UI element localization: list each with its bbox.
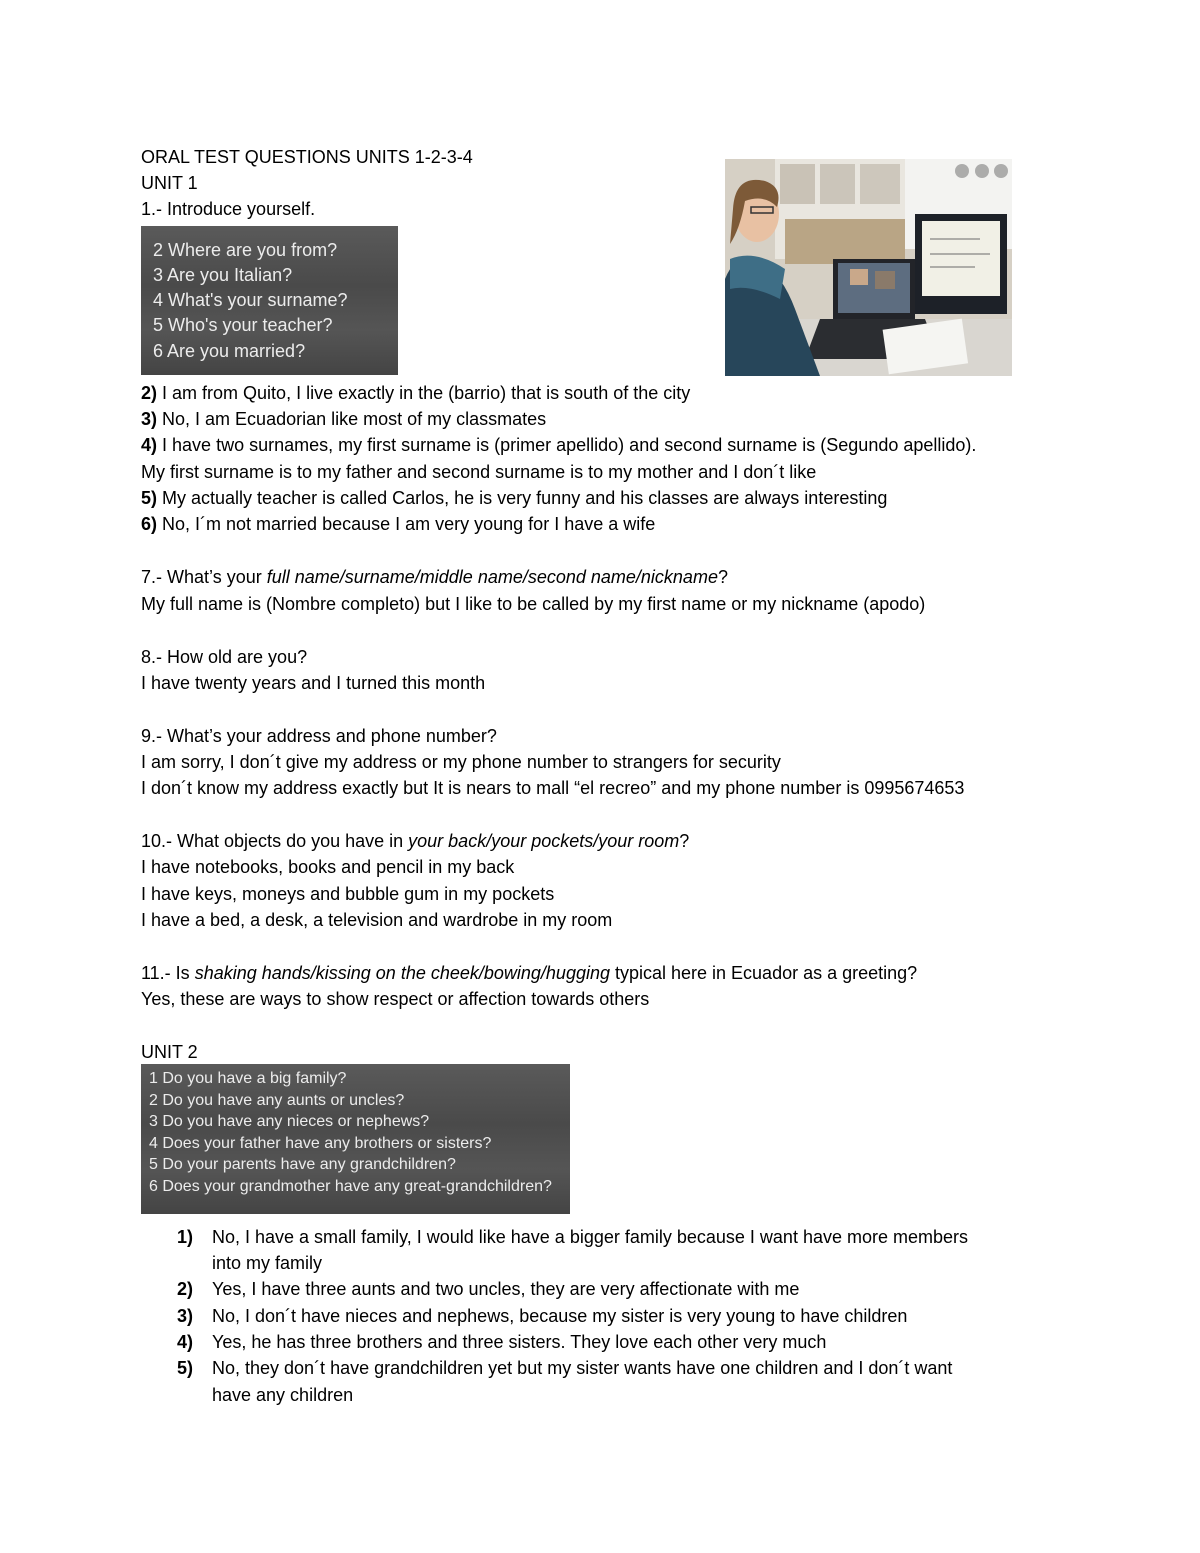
document-title: ORAL TEST QUESTIONS UNITS 1-2-3-4 — [141, 147, 473, 167]
question-11: 11.- Is shaking hands/kissing on the cheek/bowing/hugging typical here in Ecuador as a greeting? — [141, 963, 918, 983]
image-question-line: 4 Does your father have any brothers or sisters? — [149, 1135, 492, 1152]
question-8: 8.- How old are you? — [141, 647, 308, 667]
image-question-line: 1 Do you have a big family? — [149, 1070, 347, 1087]
image-question-line: 5 Do your parents have any grandchildren? — [149, 1156, 456, 1173]
list-number: 3) — [176, 1306, 193, 1326]
answer-2: 2) I am from Quito, I live exactly in the (barrio) that is south of the city — [141, 383, 691, 403]
image-question-line: 3 Are you Italian? — [153, 265, 293, 285]
answer-9a: I am sorry, I don´t give my address or my phone number to strangers for security — [141, 752, 781, 772]
list-number: 1) — [176, 1227, 193, 1247]
answer-9b: I don´t know my address exactly but It is nears to mall “el recreo” and my phone number is 0995674653 — [141, 778, 965, 798]
image-question-line: 4 What's your surname? — [153, 290, 348, 310]
answer-10a: I have notebooks, books and pencil in my back — [141, 857, 515, 877]
unit2-heading: UNIT 2 — [141, 1042, 198, 1062]
list-number: 2) — [176, 1279, 193, 1299]
question-9: 9.- What’s your address and phone number? — [141, 726, 497, 746]
answer-4-continued: My first surname is to my father and second surname is to my mother and I don´t like — [141, 462, 817, 482]
image-question-line: 2 Where are you from? — [153, 240, 338, 260]
list-item: No, I have a small family, I would like have a bigger family because I want have more members — [212, 1227, 968, 1247]
list-item: Yes, he has three brothers and three sisters. They love each other very much — [212, 1332, 827, 1352]
image-question-line: 6 Does your grandmother have any great-grandchildren? — [149, 1178, 552, 1195]
image-question-line: 5 Who's your teacher? — [153, 315, 333, 335]
answer-8: I have twenty years and I turned this month — [141, 673, 486, 693]
question-1: 1.- Introduce yourself. — [141, 199, 316, 219]
answer-4: 4) I have two surnames, my first surname is (primer apellido) and second surname is (Segundo apellido). — [141, 435, 977, 455]
question-10: 10.- What objects do you have in your back/your pockets/your room? — [141, 831, 690, 851]
image-question-line: 2 Do you have any aunts or uncles? — [149, 1092, 405, 1109]
list-number: 4) — [176, 1332, 193, 1352]
image-question-line: 3 Do you have any nieces or nephews? — [149, 1113, 430, 1130]
answer-3: 3) No, I am Ecuadorian like most of my classmates — [141, 409, 547, 429]
unit2-questions-image — [141, 1064, 570, 1214]
list-item: Yes, I have three aunts and two uncles, they are very affectionate with me — [212, 1279, 800, 1299]
answer-10b: I have keys, moneys and bubble gum in my pockets — [141, 884, 555, 904]
answer-7: My full name is (Nombre completo) but I like to be called by my first name or my nickname (apodo) — [141, 594, 926, 614]
answer-11: Yes, these are ways to show respect or affection towards others — [141, 989, 650, 1009]
teacher-video-call-photo — [725, 159, 1012, 376]
list-item-continued: into my family — [212, 1253, 323, 1273]
image-question-line: 6 Are you married? — [153, 341, 306, 361]
list-item-continued: have any children — [212, 1385, 354, 1405]
question-7: 7.- What’s your full name/surname/middle name/second name/nickname? — [141, 567, 728, 587]
answer-10c: I have a bed, a desk, a television and wardrobe in my room — [141, 910, 613, 930]
unit1-questions-image — [141, 226, 398, 375]
answer-6: 6) No, I´m not married because I am very young for I have a wife — [141, 514, 656, 534]
unit1-heading: UNIT 1 — [141, 173, 198, 193]
list-number: 5) — [176, 1358, 193, 1378]
answer-5: 5) My actually teacher is called Carlos, he is very funny and his classes are always interesting — [141, 488, 888, 508]
list-item: No, I don´t have nieces and nephews, because my sister is very young to have children — [212, 1306, 908, 1326]
list-item: No, they don´t have grandchildren yet but my sister wants have one children and I don´t want — [212, 1358, 953, 1378]
